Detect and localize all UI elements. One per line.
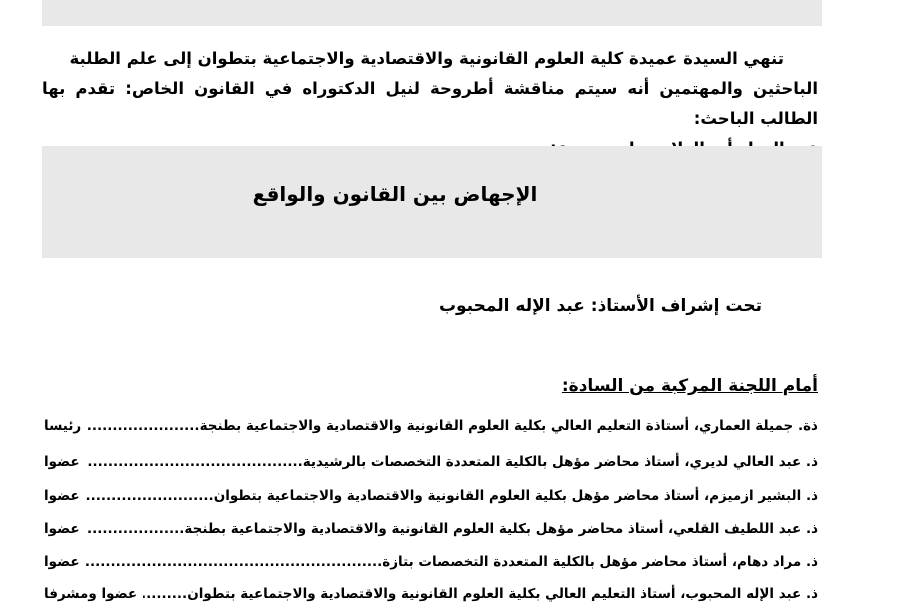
member-description: ذ. البشير ازميزم، أستاذ محاضر مؤهل بكلية العلوم القانونية والاقتصادية والاجتماعية بتطوان [213, 488, 818, 504]
committee-member [44, 448, 818, 476]
member-description: ذ. مراد دهام، أستاذ محاضر مؤهل بالكلية المتعددة التخصصات بتازة [382, 554, 818, 570]
dot-leader [86, 448, 303, 476]
committee-member [44, 482, 818, 510]
member-role: عضوا ومشرفا [44, 586, 138, 602]
member-description: ذ. عبد الإله المحبوب، أستاذ التعليم العالي بكلية العلوم القانونية والاقتصادية والاجتماعية بتطوان [187, 586, 818, 602]
thesis-title: الإجهاض بين القانون والواقع [252, 182, 538, 206]
dot-leader [86, 482, 214, 510]
announcement-line-2: الباحثين والمهتمين أنه سيتم مناقشة أطروحة لنيل الدكتوراه في القانون الخاص: تقدم بها الطالب الباحث: [42, 79, 818, 128]
dot-leader [143, 580, 187, 608]
dot-leader [87, 412, 199, 440]
member-role: عضوا [44, 488, 80, 504]
committee-member [44, 580, 818, 608]
member-description: ذة. جميلة العماري، أستاذة التعليم العالي بكلية العلوم القانونية والاقتصادية والاجتماعية بطنجة [199, 418, 818, 434]
member-role: عضوا [44, 454, 80, 470]
header-shaded-box [42, 0, 822, 26]
committee-member [44, 412, 818, 440]
committee-heading: أمام اللجنة المركبة من السادة: [561, 376, 818, 396]
committee-member [44, 548, 818, 576]
member-role: عضوا [44, 554, 80, 570]
supervisor-line: تحت إشراف الأستاذ: عبد الإله المحبوب [438, 296, 762, 316]
dot-leader [86, 548, 383, 576]
committee-member [44, 515, 818, 543]
member-description: ذ. عبد العالي لديري، أستاذ محاضر مؤهل بالكلية المتعددة التخصصات بالرشيدية [302, 454, 818, 470]
dot-leader [86, 515, 185, 543]
announcement-line-1: تنهي السيدة عميدة كلية العلوم القانونية والاقتصادية والاجتماعية بتطوان إلى علم الطلبة [69, 49, 784, 68]
member-role: رئيسا [44, 418, 82, 434]
member-role: عضوا [44, 521, 80, 537]
member-description: ذ. عبد اللطيف القلعي، أستاذ محاضر مؤهل بكلية العلوم القانونية والاقتصادية والاجتماعية بطنجة [184, 521, 818, 537]
